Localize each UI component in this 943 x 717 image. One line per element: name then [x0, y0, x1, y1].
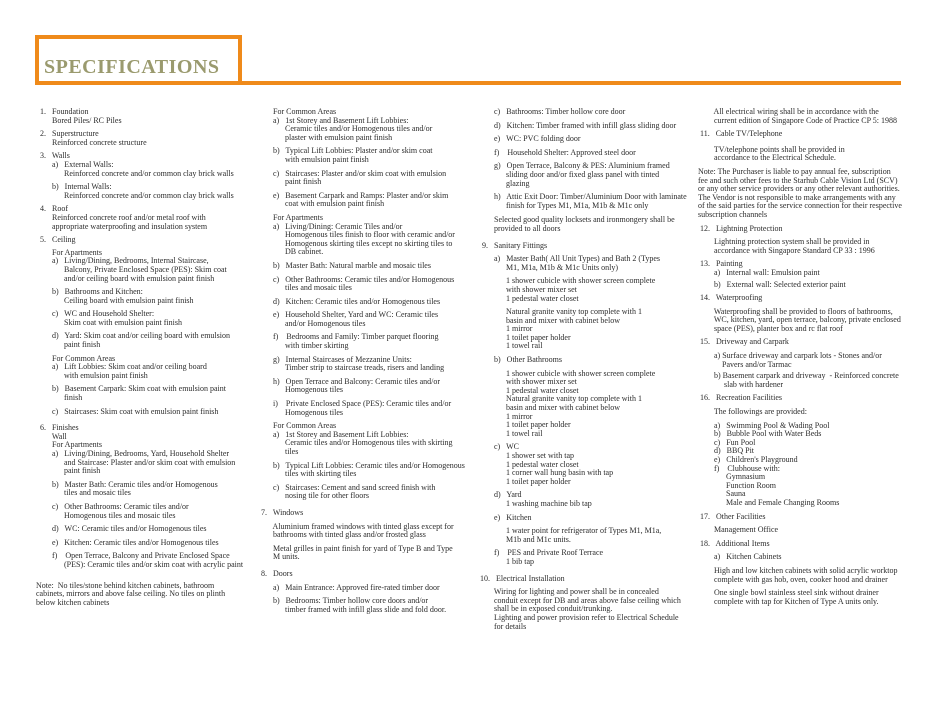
spec-line: with emulsion paint finish: [36, 370, 148, 380]
spec-line: tiles: [257, 447, 299, 456]
spec-line: e) Household Shelter, Yard and WC: Ceramic tiles: [257, 310, 439, 320]
spec-block: [36, 205, 241, 231]
spec-block: [36, 503, 241, 520]
spec-block: [478, 277, 683, 303]
spec-block: [257, 597, 463, 614]
spec-block: [698, 130, 903, 139]
spec-block: [257, 108, 463, 142]
spec-block: [478, 308, 683, 351]
spec-line: b) Basement carpark and driveway - Reinforced concrete: [698, 371, 899, 381]
spec-line: 1 bib tap: [478, 556, 534, 566]
spec-line: b) Bubble Pool with Water Beds: [698, 429, 822, 439]
spec-block: [257, 378, 463, 395]
spec-line: For Apartments: [257, 212, 323, 222]
spec-block: [478, 575, 683, 584]
spec-line: Management Office: [698, 525, 779, 535]
spec-block: [36, 332, 241, 349]
spec-line: a) Living/Dining: Ceramic Tiles and/or: [257, 221, 403, 231]
spec-line: g) Open Terrace, Balcony & PES: Aluminium framed: [478, 161, 670, 171]
spec-line: Lighting and power provision refer to Electrical Schedule: [478, 612, 679, 622]
spec-line: Ceramic tiles and/or Homogenous tiles with skirting: [257, 438, 453, 448]
spec-block: [36, 582, 241, 608]
spec-line: bathrooms with tinted glass and/or frosted glass: [257, 530, 426, 540]
spec-line: provided to all doors: [478, 223, 561, 233]
spec-line: e) Kitchen: Ceramic tiles and/or Homogenous tiles: [36, 537, 219, 547]
spec-line: 1 towel rail: [478, 428, 543, 438]
spec-line: TV/telephone points shall be provided in: [698, 144, 845, 154]
spec-line: c) WC: [478, 442, 519, 452]
spec-line: Skim coat with emulsion paint finish: [36, 317, 182, 327]
spec-line: a) 1st Storey and Basement Lift Lobbies:: [257, 115, 409, 125]
spec-line: 15. Driveway and Carpark: [698, 337, 789, 347]
spec-line: f) Open Terrace, Balcony and Private Enclosed Space: [36, 551, 230, 561]
spec-line: Sauna: [698, 489, 746, 499]
spec-line: 1 shower set with tap: [478, 451, 574, 460]
spec-block: [36, 385, 241, 402]
spec-block: [257, 462, 463, 479]
spec-line: 1 corner wall hung basin with tap: [478, 468, 614, 478]
spec-line: Metal grilles in paint finish for yard of Type B and Type: [257, 543, 453, 553]
spec-line: WC, kitchen, yard, open terrace, balcony, private enclosed: [698, 315, 901, 325]
spec-line: Homogenous tiles: [257, 385, 343, 395]
spec-line: 4. Roof: [36, 204, 68, 214]
spec-line: accordance to the Electrical Schedule.: [698, 153, 836, 163]
spec-line: basin and mixer with cabinet below: [478, 403, 620, 413]
spec-line: accordance with Singapore Standard CP 33 : 1996: [698, 245, 875, 255]
spec-line: 1 toilet paper holder: [478, 476, 571, 486]
spec-block: [478, 588, 683, 631]
spec-block: [478, 108, 683, 117]
spec-line: 1 pedestal water closet: [478, 385, 579, 395]
spec-block: [257, 147, 463, 164]
spec-block: [698, 238, 903, 255]
spec-line: 5. Ceiling: [36, 235, 76, 245]
spec-line: M1b and M1c units.: [478, 534, 571, 544]
spec-line: Aluminium framed windows with tinted glass except for: [257, 521, 454, 531]
title-underline: [35, 81, 901, 85]
spec-line: finish: [36, 393, 83, 403]
spec-line: Balcony, Private Enclosed Space (PES): Skim coat: [36, 264, 227, 274]
spec-line: 13. Painting: [698, 259, 743, 269]
spec-line: 7. Windows: [257, 507, 304, 517]
spec-line: 10. Electrical Installation: [478, 573, 565, 583]
spec-line: Reinforced concrete roof and/or metal roof with: [36, 212, 206, 222]
spec-line: Reinforced concrete structure: [36, 137, 147, 147]
spec-block: [478, 162, 683, 188]
spec-line: for details: [478, 621, 527, 631]
spec-line: Gymnasium: [698, 472, 766, 482]
spec-line: a) Main Entrance: Approved fire-rated timber door: [257, 582, 440, 592]
spec-line: 1 towel rail: [478, 341, 543, 351]
spec-line: slab with hardener: [698, 379, 784, 389]
spec-block: [478, 549, 683, 566]
spec-block: [36, 152, 241, 178]
spec-line: complete with tap for Kitchen of Type A units only.: [698, 596, 879, 606]
spec-line: For Common Areas: [257, 107, 337, 116]
spec-line: f) Bedrooms and Family: Timber parquet flooring: [257, 332, 439, 342]
spec-line: b) Basement Carpark: Skim coat with emulsion paint: [36, 384, 226, 394]
spec-block: [257, 276, 463, 293]
spec-line: d) BBQ Pit: [698, 446, 755, 456]
spec-line: a) Kitchen Cabinets: [698, 552, 782, 562]
spec-column-4: [698, 108, 903, 606]
spec-line: 2. Superstructure: [36, 129, 99, 139]
spec-block: [478, 491, 683, 508]
spec-line: One single bowl stainless steel sink without drainer: [698, 588, 879, 598]
spec-line: paint finish: [36, 340, 101, 350]
spec-column-1: [36, 107, 244, 607]
spec-line: 12. Lightning Protection: [698, 223, 783, 233]
spec-block: [478, 514, 683, 523]
spec-line: Natural granite vanity top complete with 1: [478, 307, 642, 317]
spec-line: c) Other Bathrooms: Ceramic tiles and/or: [36, 501, 189, 511]
spec-line: c) Fun Pool: [698, 437, 756, 447]
spec-line: 6. Finishes: [36, 423, 79, 433]
block-gap: [36, 570, 241, 582]
spec-block: [478, 135, 683, 144]
spec-block: [698, 352, 903, 369]
spec-block: [698, 372, 903, 389]
spec-block: [36, 525, 241, 534]
spec-block: [478, 242, 683, 251]
spec-block: [698, 308, 903, 334]
spec-line: below kitchen cabinets: [36, 597, 110, 607]
spec-line: d) Kitchen: Ceramic tiles and/or Homogenous tiles: [257, 296, 441, 306]
spec-block: [698, 225, 903, 234]
spec-block: [36, 108, 241, 125]
spec-line: g) Internal Staircases of Mezzanine Units:: [257, 354, 412, 364]
spec-block: [478, 149, 683, 158]
spec-line: basin and mixer with cabinet below: [478, 315, 620, 325]
spec-line: h) Open Terrace and Balcony: Ceramic tiles and/or: [257, 376, 441, 386]
page-title: SPECIFICATIONS: [44, 56, 220, 78]
spec-line: coat with emulsion paint finish: [257, 199, 385, 209]
spec-line: c) Staircases: Skim coat with emulsion paint finish: [36, 406, 219, 416]
spec-block: [698, 540, 903, 549]
spec-line: and Staircase: Plaster and/or skim coat with emulsion: [36, 457, 236, 467]
spec-block: [478, 370, 683, 439]
spec-block: [257, 170, 463, 187]
spec-line: 1 water point for refrigerator of Types M1, M1a,: [478, 526, 662, 536]
spec-line: c) Other Bathrooms: Ceramic tiles and/or Homogenous: [257, 274, 455, 284]
spec-line: (PES): Ceramic tiles and/or skim coat with acrylic paint: [36, 559, 244, 569]
spec-block: [257, 422, 463, 456]
spec-block: [698, 260, 903, 277]
spec-line: Note: No tiles/stone behind kitchen cabinets, bathroom: [36, 580, 215, 590]
spec-line: 18. Additional Items: [698, 538, 770, 548]
spec-line: 14. Waterproofing: [698, 293, 763, 303]
spec-line: The followings are provided:: [698, 407, 807, 417]
spec-block: [698, 567, 903, 584]
spec-line: 1 pedestal water closet: [478, 293, 579, 303]
spec-line: shall be in exposed conduit/trunking.: [478, 604, 613, 614]
spec-line: complete with gas hob, oven, cooker hood and drainer: [698, 574, 888, 584]
spec-line: timber framed with infill glass slide and fold door.: [257, 604, 447, 614]
spec-block: [478, 527, 683, 544]
spec-block: [698, 108, 903, 125]
spec-line: and/or ceiling board with emulsion paint finish: [36, 273, 215, 283]
spec-line: Ceramic tiles and/or Homogenous tiles and/or: [257, 124, 433, 134]
spec-block: [478, 255, 683, 272]
spec-block: [36, 355, 241, 381]
spec-line: e) WC: PVC folding door: [478, 134, 581, 144]
spec-block: [257, 523, 463, 540]
spec-line: Timber strip to staircase treads, risers and landing: [257, 363, 445, 373]
spec-line: 1 pedestal water closet: [478, 459, 579, 469]
spec-line: 1 shower cubicle with shower screen complete: [478, 276, 656, 286]
spec-line: 1 toilet paper holder: [478, 332, 571, 342]
spec-line: 8. Doors: [257, 568, 293, 578]
spec-line: a) Internal wall: Emulsion paint: [698, 267, 820, 277]
spec-line: appropriate waterproofing and insulation system: [36, 221, 208, 231]
spec-line: paint finish: [36, 466, 101, 476]
spec-line: 11. Cable TV/Telephone: [698, 129, 783, 139]
spec-block: [257, 570, 463, 579]
spec-block: [698, 526, 903, 535]
spec-line: 3. Walls: [36, 151, 70, 161]
spec-block: [257, 298, 463, 307]
spec-block: [36, 539, 241, 548]
spec-line: finish for Types M1, M1a, M1b & M1c only: [478, 200, 649, 210]
spec-line: glazing: [478, 178, 530, 188]
spec-block: [698, 408, 903, 417]
spec-line: a) Swimming Pool & Wading Pool: [698, 420, 830, 430]
spec-line: For Common Areas: [36, 353, 116, 363]
spec-block: [36, 130, 241, 147]
spec-line: 1 mirror: [478, 324, 533, 334]
spec-line: a) Living/Dining, Bedrooms, Yard, Household Shelter: [36, 449, 230, 458]
spec-block: [698, 338, 903, 347]
spec-line: Natural granite vanity top complete with 1: [478, 394, 642, 404]
spec-line: Wall: [36, 431, 67, 441]
spec-line: e) Basement Carpark and Ramps: Plaster and/or skim: [257, 190, 449, 200]
spec-line: d) Yard: Skim coat and/or ceiling board with emulsion: [36, 331, 230, 341]
spec-line: b) Bathrooms and Kitchen:: [36, 287, 143, 297]
spec-line: tiles with skirting tiles: [257, 469, 357, 479]
spec-block: [36, 408, 241, 417]
spec-line: For Apartments: [36, 247, 102, 257]
spec-block: [36, 183, 241, 200]
spec-line: f) PES and Private Roof Terrace: [478, 548, 604, 558]
spec-line: High and low kitchen cabinets with solid acrylic worktop: [698, 565, 898, 575]
spec-column-2: [257, 108, 463, 614]
spec-line: c) Bathrooms: Timber hollow core door: [478, 107, 626, 116]
spec-line: b) Master Bath: Ceramic tiles and/or Homogenous: [36, 479, 218, 489]
spec-line: b) Typical Lift Lobbies: Ceramic tiles and/or Homogenous: [257, 460, 465, 470]
spec-block: [257, 192, 463, 209]
spec-line: nosing tile for other floors: [257, 491, 369, 501]
spec-block: [257, 311, 463, 328]
spec-block: [698, 281, 903, 290]
spec-line: Pavers and/or Tarmac: [698, 359, 792, 369]
spec-block: [698, 394, 903, 403]
spec-block: [698, 513, 903, 522]
spec-line: 1 washing machine bib tap: [478, 498, 592, 508]
spec-line: and/or Homogenous tiles: [257, 318, 366, 328]
spec-line: Lightning protection system shall be provided in: [698, 237, 870, 247]
spec-line: fee and such other fees to the Starhub Cable Vision Ltd (SCV): [698, 175, 898, 185]
spec-line: All electrical wiring shall be in accordance with the: [698, 107, 879, 116]
spec-line: tiles and mosaic tiles: [36, 488, 131, 498]
spec-line: with timber skirting: [257, 341, 349, 351]
spec-line: b) Bedrooms: Timber hollow core doors and/or: [257, 596, 429, 606]
spec-line: Selected good quality locksets and ironmongery shall be: [478, 215, 675, 225]
spec-line: b) Internal Walls:: [36, 182, 112, 192]
spec-block: [478, 443, 683, 486]
spec-line: Homogenous tiles and mosaic tiles: [36, 510, 176, 520]
spec-line: Bored Piles/ RC Piles: [36, 115, 122, 125]
spec-line: b) Master Bath: Natural marble and mosaic tiles: [257, 260, 431, 270]
spec-line: a) Living/Dining, Bedrooms, Internal Staircase,: [36, 256, 209, 266]
spec-block: [698, 294, 903, 303]
spec-line: 1 toilet paper holder: [478, 420, 571, 430]
spec-line: conduit except for DB and areas above false ceiling which: [478, 595, 681, 605]
spec-line: Male and Female Changing Rooms: [698, 497, 840, 507]
spec-line: d) Kitchen: Timber framed with infill glass sliding door: [478, 120, 677, 130]
spec-block: [36, 310, 241, 327]
spec-line: c) Staircases: Plaster and/or skim coat with emulsion: [257, 168, 447, 178]
spec-line: Function Room: [698, 480, 777, 490]
spec-line: i) Private Enclosed Space (PES): Ceramic tiles and/or: [257, 399, 452, 409]
spec-block: [478, 192, 687, 210]
spec-column-3: [478, 107, 687, 631]
spec-line: a) Lift Lobbies: Skim coat and/or ceiling board: [36, 362, 207, 372]
spec-line: current edition of Singapore Code of Practice CP 5: 1988: [698, 115, 897, 125]
spec-line: For Common Areas: [257, 421, 337, 431]
spec-line: a) 1st Storey and Basement Lift Lobbies:: [257, 429, 409, 439]
spec-line: plaster with emulsion paint finish: [257, 132, 393, 142]
spec-line: a) Master Bath( All Unit Types) and Bath 2 (Types: [478, 254, 661, 264]
spec-block: [257, 484, 463, 501]
spec-line: 1. Foundation: [36, 107, 89, 116]
spec-line: M units.: [257, 552, 300, 562]
spec-line: e) Children's Playground: [698, 455, 798, 464]
spec-block: [257, 333, 463, 350]
spec-line: b) External wall: Selected exterior paint: [698, 279, 846, 289]
spec-block: [698, 168, 903, 220]
spec-line: f) Clubhouse with:: [698, 463, 780, 473]
spec-line: subscription channels: [698, 209, 768, 219]
spec-line: Reinforced concrete and/or common clay brick walls: [36, 168, 234, 178]
spec-line: e) Kitchen: [478, 512, 532, 522]
spec-line: DB cabinet.: [257, 247, 324, 257]
spec-block: [257, 545, 463, 562]
spec-block: [257, 509, 463, 518]
spec-line: Wiring for lighting and power shall be in concealed: [478, 587, 659, 597]
spec-block: [478, 216, 683, 233]
spec-line: f) Household Shelter: Approved steel door: [478, 147, 636, 157]
spec-block: [698, 589, 903, 606]
spec-line: of the said parties for the service connection for their respective: [698, 201, 902, 211]
spec-line: M1, M1a, M1b & M1c Units only): [478, 262, 618, 272]
spec-line: b) Other Bathrooms: [478, 355, 562, 365]
spec-line: 9. Sanitary Fittings: [478, 240, 548, 250]
spec-line: sliding door and/or fixed glass panel with tinted: [478, 169, 660, 179]
spec-line: Ceiling board with emulsion paint finish: [36, 295, 194, 305]
spec-block: [36, 288, 241, 305]
spec-line: paint finish: [257, 177, 322, 187]
spec-line: or any other service providers or any other relevant authorities.: [698, 184, 900, 194]
spec-line: with emulsion paint finish: [257, 154, 369, 164]
spec-line: For Apartments: [36, 440, 102, 450]
spec-line: 16. Recreation Facilities: [698, 393, 782, 403]
spec-block: [36, 249, 241, 283]
spec-line: h) Attic Exit Door: Timber/Aluminium Door with laminate: [478, 192, 687, 202]
spec-block: [257, 400, 463, 417]
spec-block: [36, 424, 241, 476]
spec-line: The Vendor is not responsible to make arrangements with any: [698, 192, 896, 202]
spec-line: Homogenous skirting tiles except no skirting tiles to: [257, 238, 453, 248]
spec-block: [478, 356, 683, 365]
spec-block: [36, 236, 241, 245]
spec-block: [698, 422, 903, 508]
spec-block: [36, 481, 241, 498]
spec-block: [698, 553, 903, 562]
spec-line: Note: The Purchaser is liable to pay annual fee, subscription: [698, 166, 891, 176]
spec-line: Homogenous tiles finish to floor with ceramic and/or: [257, 230, 455, 240]
spec-line: 1 shower cubicle with shower screen complete: [478, 368, 656, 378]
spec-line: c) Staircases: Cement and sand screed finish with: [257, 482, 436, 492]
spec-line: 1 mirror: [478, 411, 533, 421]
spec-block: [478, 122, 683, 131]
spec-line: d) WC: Ceramic tiles and/or Homogenous tiles: [36, 524, 207, 534]
spec-line: a) External Walls:: [36, 159, 114, 169]
spec-line: d) Yard: [478, 490, 522, 500]
spec-line: a) Surface driveway and carpark lots - Stones and/or: [698, 351, 882, 361]
spec-line: Homogenous tiles: [257, 407, 343, 417]
spec-block: [36, 551, 244, 569]
spec-line: with shower mixer set: [478, 284, 577, 294]
spec-line: with shower mixer set: [478, 377, 577, 387]
spec-block: [257, 214, 463, 257]
spec-block: [257, 356, 463, 373]
spec-line: cabinets, mirrors and above false ceiling. No tiles on plinth: [36, 589, 226, 599]
spec-line: 17. Other Facilities: [698, 511, 766, 521]
spec-block: [257, 584, 463, 593]
spec-line: b) Typical Lift Lobbies: Plaster and/or skim coat: [257, 146, 433, 156]
spec-line: space (PES), planter box and rc flat roof: [698, 323, 843, 333]
spec-line: tiles and mosaic tiles: [257, 283, 352, 293]
spec-line: Waterproofing shall be provided to floors of bathrooms,: [698, 306, 893, 316]
spec-block: [698, 146, 903, 163]
spec-block: [257, 262, 463, 271]
spec-line: c) WC and Household Shelter:: [36, 309, 155, 319]
spec-line: Reinforced concrete and/or common clay brick walls: [36, 190, 234, 200]
